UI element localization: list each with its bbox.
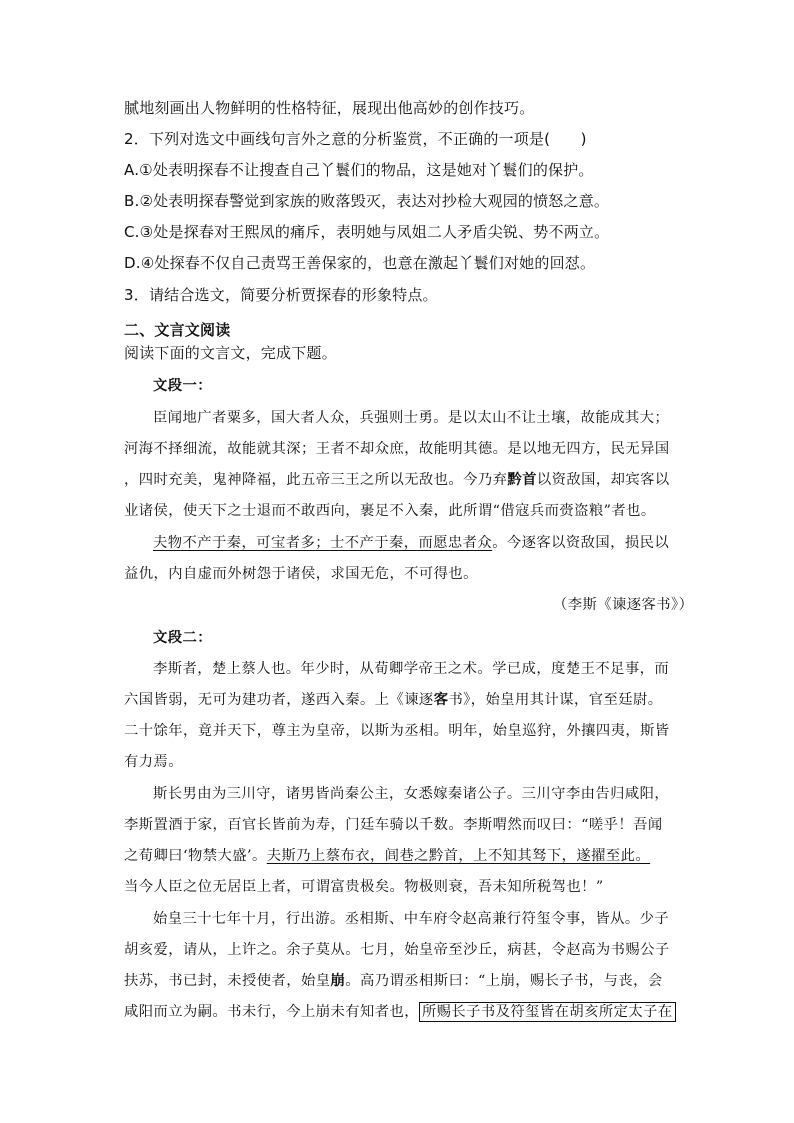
- question-2-option-b: B.②处表明探春警觉到家族的败落毁灭，表达对抄检大观园的愤怒之意。: [124, 192, 610, 210]
- passage-2-line: 李斯者，楚上蔡人也。年少时，从荀卿学帝王之术。学已成，度楚王不足事，而: [153, 661, 670, 677]
- passage-1-line: [153, 533, 669, 553]
- passage-2-line: 当今人臣之位无居臣上者，可谓富贵极矣。物极则衰，吾未知所税驾也！”: [124, 879, 604, 895]
- question-3-stem: 3．请结合选文，简要分析贾探春的形象特点。: [124, 286, 438, 304]
- passage-2-line: 斯长男由为三川守，诸男皆尚秦公主，女悉嫁秦诸公子。三川守李由告归咸阳，: [153, 786, 670, 802]
- text-span: 之荀卿曰‘物禁大盛’。: [124, 848, 267, 864]
- text-span: 扶苏，书已封，未授使者，始皇: [124, 973, 331, 989]
- text-span: ，四时充美，鬼神降福，此五帝三王之所以无敌也。今乃弃: [124, 472, 508, 488]
- text-span: 书》，始皇用其计谋，官至廷尉。: [448, 692, 663, 708]
- text-span: 。今逐客以资敌国，损民以: [492, 535, 670, 551]
- passage-2-line: 二十馀年，竟并天下，尊主为皇帝，以斯为丞相。明年，始皇巡狩，外攘四夷，斯皆: [124, 723, 670, 739]
- passage-2-line: [124, 690, 663, 710]
- text-span: 咸阳而立为嗣。书未行，今上崩未有知者也，: [124, 1004, 419, 1020]
- passage-2-line: [124, 971, 663, 991]
- text-span: 以资敌国，却宾客以: [536, 472, 670, 488]
- passage-1-line: 益仇，内自虚而外树怨于诸侯，求国无危，不可得也。: [124, 566, 478, 582]
- passage-1-line: 河海不择细流，故能就其深；王者不却众庶，故能明其德。是以地无四方，民无异国: [124, 441, 670, 457]
- intro-continuation: 腻地刻画出人物鲜明的性格特征，展现出他高妙的创作技巧。: [124, 99, 535, 117]
- underlined-sentence: 夫斯乃上蔡布衣，闾巷之黔首，上不知其驽下，遂擢至此。: [266, 848, 651, 864]
- passage-2-line: [124, 846, 650, 866]
- passage-2-line: 始皇三十七年十月，行出游。丞相斯、中车府令赵高兼行符玺令事，皆从。少子: [153, 911, 670, 927]
- bold-word: 崩: [330, 973, 346, 989]
- passage-1-label: 文段一：: [153, 378, 212, 394]
- question-2-stem: 2．下列对选文中画线句言外之意的分析鉴赏，不正确的一项是( ): [124, 130, 587, 148]
- passage-2-line: 李斯置酒于家，百官长皆前为寿，门廷车骑以千数。李斯喟然而叹曰：“嗟乎！吾闻: [124, 817, 663, 833]
- question-2-option-d: D.④处探春不仅自己责骂王善保家的，也意在激起丫鬟们对她的回怼。: [124, 254, 596, 272]
- section-instruction: 阅读下面的文言文，完成下题。: [124, 344, 337, 362]
- passage-2-line: 胡亥爱，请从，上许之。余子莫从。七月，始皇帝至沙丘，病甚，令赵高为书赐公子: [124, 942, 670, 958]
- question-2-option-a: A.①处表明探春不让搜查自己丫鬟们的物品，这是她对丫鬟们的保护。: [124, 161, 594, 179]
- underlined-sentence: 夫物不产于秦，可宝者多；士不产于秦，而愿忠者众: [153, 535, 493, 551]
- bold-word: 客: [433, 692, 449, 708]
- bold-word: 黔首: [507, 472, 537, 488]
- passage-1-line: 业诸侯，使天下之士退而不敢西向，裹足不入秦，此所谓“借寇兵而赍盗粮”者也。: [124, 503, 656, 519]
- passage-1-line: 臣闻地广者粟多，国大者人众，兵强则士勇。是以太山不让土壤，故能成其大；: [153, 410, 670, 426]
- passage-2-line: 有力焉。: [124, 754, 183, 770]
- boxed-sentence: 所赐长子书及符玺皆在胡亥所定太子在: [419, 1002, 676, 1022]
- passage-2-line: [124, 1002, 676, 1022]
- passage-2-label: 文段二：: [153, 630, 212, 646]
- passage-1-source: （李斯《谏逐客书》）: [553, 597, 694, 613]
- passage-1-line: [124, 470, 670, 490]
- text-span: 六国皆弱，无可为建功者，遂西入秦。上《谏逐: [124, 692, 434, 708]
- section-heading: 二、文言文阅读: [124, 321, 231, 339]
- text-span: 。高乃谓丞相斯曰：“上崩，赐长子书，与丧，会: [345, 973, 663, 989]
- question-2-option-c: C.③处是探春对王熙凤的痛斥，表明她与凤姐二人矛盾尖锐、势不两立。: [124, 223, 610, 241]
